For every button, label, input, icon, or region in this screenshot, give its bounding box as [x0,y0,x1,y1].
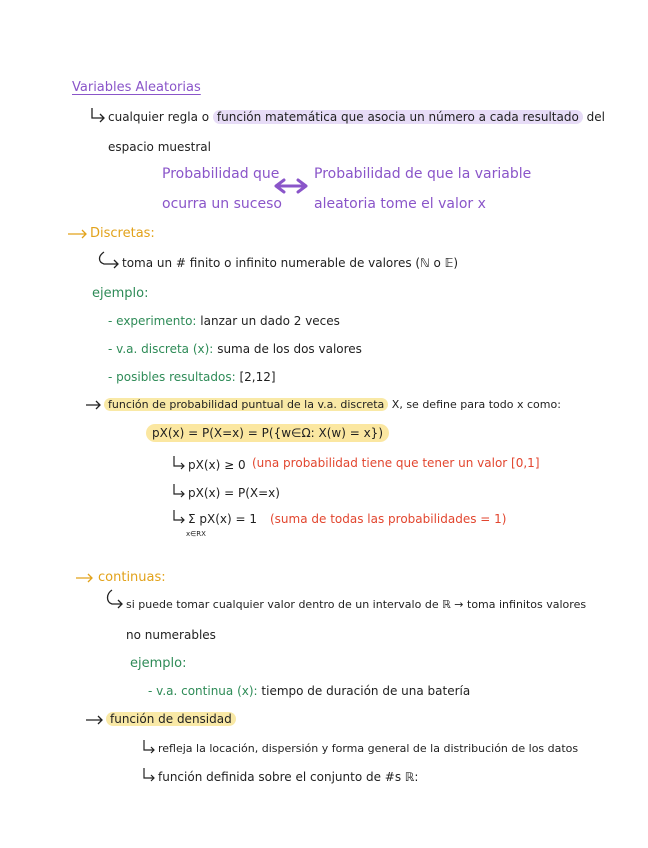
definition-line2: espacio muestral [108,140,211,154]
prop2-formula: pX(x) = P(X=x) [188,486,280,500]
exp-text: lanzar un dado 2 veces [200,314,340,328]
puntual-formula: pX(x) = P(X=x) = P({w∈Ω: X(w) = x}) [146,424,389,442]
definition-line1 [108,110,605,124]
prop3-sub: x∈RX [186,530,206,538]
curved-arrow-icon [100,252,119,268]
va-label: - v.a. discreta (x): [108,342,214,356]
discretas-ejemplo: ejemplo: [92,286,149,301]
arrow-densidad-icon [86,716,102,724]
definition-text-a: cualquier regla o [108,110,210,124]
discretas-header: Discretas: [90,226,155,241]
puntual-text: X, se define para todo x como: [391,398,561,411]
prop1-formula: pX(x) ≥ 0 [188,458,246,472]
pos-label: - posibles resultados: [108,370,236,384]
continuas-desc1: si puede tomar cualquier valor dentro de un intervalo de ℝ → toma infinitos valores [126,598,587,611]
va-text: suma de los dos valores [217,342,362,356]
page-title: Variables Aleatorias [72,80,201,95]
discretas-desc: toma un # finito o infinito numerable de valores (ℕ o 𝔼) [122,256,459,270]
definition-highlight: función matemática que asocia un número a cada resultado [213,110,583,124]
prop1-note: (una probabilidad tiene que tener un valor [0,1] [252,456,540,470]
densidad-item2: función definida sobre el conjunto de #s ℝ: [158,770,419,784]
arrow-puntual-icon [86,401,100,409]
cont-va-label: - v.a. continua (x): [148,684,258,698]
exp-label: - experimento: [108,314,197,328]
hook-prop1-icon [174,456,184,469]
cont-va-line [148,684,470,698]
densidad-label: función de densidad [106,712,236,726]
cont-va-text: tiempo de duración de una batería [261,684,471,698]
compare-left-1: Probabilidad que [162,166,280,182]
hook-arrow-icon [92,108,104,122]
hook-dens1-icon [144,740,154,753]
continuas-desc2: no numerables [126,628,216,642]
prop3-formula: Σ pX(x) = 1 [188,512,258,526]
pos-text: [2,12] [239,370,276,384]
hook-prop2-icon [174,484,184,497]
hook-prop3-icon [174,510,184,523]
exp-line [108,314,340,328]
arrow-discretas-icon [68,230,86,238]
pos-line [108,370,276,384]
continuas-header: continuas: [98,570,166,585]
continuas-ejemplo: ejemplo: [130,656,187,671]
hook-dens2-icon [144,768,154,781]
double-arrow-icon [276,180,306,192]
va-line [108,342,362,356]
compare-right-2: aleatoria tome el valor x [314,196,486,212]
arrow-continuas-icon [76,574,92,582]
compare-left-2: ocurra un suceso [162,196,282,212]
prop3-note: (suma de todas las probabilidades = 1) [270,512,507,526]
puntual-label: función de probabilidad puntual de la v.a. discreta [104,398,388,411]
compare-right-1: Probabilidad de que la variable [314,166,532,182]
definition-text-c: del [586,110,605,124]
curved-arrow-cont-icon [108,590,123,608]
densidad-item1: refleja la locación, dispersión y forma general de la distribución de los datos [158,742,579,755]
puntual-line [104,398,561,411]
